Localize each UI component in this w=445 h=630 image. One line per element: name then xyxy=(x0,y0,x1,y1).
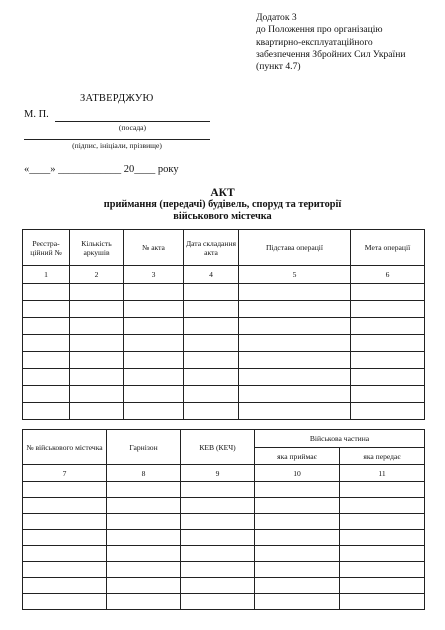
blank-table-cell xyxy=(124,335,184,352)
blank-table-row xyxy=(23,578,425,594)
header-registration-no: Реєстра-ційний № xyxy=(23,230,70,266)
blank-table-cell xyxy=(340,530,425,546)
blank-table-cell xyxy=(70,318,124,335)
addendum-line: квартирно-експлуатаційного xyxy=(256,36,373,48)
blank-table-cell xyxy=(184,403,239,420)
addendum-line: Додаток 3 xyxy=(256,12,297,23)
blank-table-row xyxy=(23,498,425,514)
blank-table-cell xyxy=(23,318,70,335)
column-number: 4 xyxy=(184,266,239,284)
blank-table-row xyxy=(23,403,425,420)
blank-table-cell xyxy=(351,301,425,318)
blank-table-cell xyxy=(124,352,184,369)
blank-table-cell xyxy=(23,301,70,318)
header-act-date: Дата складання акта xyxy=(184,230,239,266)
blank-table-row xyxy=(23,594,425,610)
header-operation-purpose: Мета операції xyxy=(351,230,425,266)
header-military-unit: Військова частина xyxy=(255,430,425,448)
blank-table-row xyxy=(23,546,425,562)
blank-table-cell xyxy=(23,530,107,546)
blank-table-cell xyxy=(184,301,239,318)
blank-table-cell xyxy=(23,369,70,386)
blank-table-cell xyxy=(184,386,239,403)
position-line xyxy=(55,121,210,122)
blank-table-cell xyxy=(23,498,107,514)
blank-table-cell xyxy=(181,546,255,562)
blank-table-cell xyxy=(255,546,340,562)
blank-table-cell xyxy=(107,498,181,514)
blank-table-cell xyxy=(70,386,124,403)
blank-table-cell xyxy=(351,369,425,386)
blank-table-row xyxy=(23,514,425,530)
blank-table-cell xyxy=(255,578,340,594)
blank-table-cell xyxy=(124,318,184,335)
column-number: 11 xyxy=(340,465,425,482)
blank-table-cell xyxy=(181,514,255,530)
blank-table-cell xyxy=(23,594,107,610)
act-table-2 xyxy=(22,429,425,610)
header-garrison: Гарнізон xyxy=(107,430,181,465)
blank-table-cell xyxy=(70,369,124,386)
addendum-line: до Положення про організацію xyxy=(256,24,383,36)
header-camp-no: № військового містечка xyxy=(23,430,107,465)
table-header-row xyxy=(23,430,425,448)
column-number: 6 xyxy=(351,266,425,284)
blank-table-cell xyxy=(255,530,340,546)
blank-table-cell xyxy=(23,386,70,403)
blank-table-cell xyxy=(107,562,181,578)
blank-table-cell xyxy=(181,578,255,594)
blank-table-cell xyxy=(239,284,351,301)
blank-table-cell xyxy=(340,482,425,498)
blank-table-cell xyxy=(351,284,425,301)
blank-table-cell xyxy=(23,514,107,530)
blank-table-cell xyxy=(124,284,184,301)
blank-table-row xyxy=(23,318,425,335)
column-number: 9 xyxy=(181,465,255,482)
header-unit-receives: яка приймає xyxy=(255,448,340,465)
blank-table-row xyxy=(23,352,425,369)
blank-table-cell xyxy=(23,403,70,420)
blank-table-cell xyxy=(184,335,239,352)
blank-table-cell xyxy=(255,514,340,530)
blank-table-cell xyxy=(239,335,351,352)
header-operation-basis: Підстава операції xyxy=(239,230,351,266)
blank-table-row xyxy=(23,369,425,386)
blank-table-cell xyxy=(351,318,425,335)
blank-table-cell xyxy=(340,562,425,578)
blank-table-row xyxy=(23,562,425,578)
blank-table-cell xyxy=(184,369,239,386)
blank-table-cell xyxy=(340,578,425,594)
column-number-row xyxy=(23,465,425,482)
header-kev: КЕВ (КЕЧ) xyxy=(181,430,255,465)
blank-table-cell xyxy=(255,562,340,578)
blank-table-cell xyxy=(184,284,239,301)
blank-table-row xyxy=(23,335,425,352)
act-subtitle: приймання (передачі) будівель, споруд та території xyxy=(103,199,342,210)
blank-table-cell xyxy=(340,594,425,610)
blank-table-cell xyxy=(239,352,351,369)
blank-table-cell xyxy=(351,352,425,369)
blank-table-cell xyxy=(181,594,255,610)
act-table-1 xyxy=(22,229,425,420)
column-number: 10 xyxy=(255,465,340,482)
blank-table-cell xyxy=(23,335,70,352)
blank-table-cell xyxy=(255,594,340,610)
blank-table-cell xyxy=(340,514,425,530)
blank-table-cell xyxy=(181,482,255,498)
blank-table-cell xyxy=(124,301,184,318)
table-header-row xyxy=(23,230,425,266)
blank-table-cell xyxy=(70,301,124,318)
blank-table-cell xyxy=(239,403,351,420)
blank-table-cell xyxy=(184,352,239,369)
column-number: 7 xyxy=(23,465,107,482)
position-caption: (посада) xyxy=(118,123,147,132)
blank-table-cell xyxy=(351,403,425,420)
blank-table-cell xyxy=(181,562,255,578)
blank-table-cell xyxy=(107,514,181,530)
approval-heading: ЗАТВЕРДЖУЮ xyxy=(80,93,154,104)
blank-table-cell xyxy=(107,530,181,546)
blank-table-cell xyxy=(23,546,107,562)
blank-table-cell xyxy=(70,403,124,420)
blank-table-row xyxy=(23,284,425,301)
blank-table-cell xyxy=(239,301,351,318)
blank-table-cell xyxy=(23,562,107,578)
blank-table-cell xyxy=(351,335,425,352)
blank-table-cell xyxy=(107,546,181,562)
blank-table-cell xyxy=(239,386,351,403)
blank-table-cell xyxy=(239,318,351,335)
blank-table-row xyxy=(23,386,425,403)
blank-table-cell xyxy=(23,482,107,498)
blank-table-cell xyxy=(23,578,107,594)
blank-table-cell xyxy=(124,403,184,420)
signature-caption: (підпис, ініціали, прізвище) xyxy=(72,141,162,150)
blank-table-cell xyxy=(124,369,184,386)
blank-table-cell xyxy=(181,530,255,546)
blank-table-row xyxy=(23,530,425,546)
blank-table-cell xyxy=(107,578,181,594)
blank-table-cell xyxy=(124,386,184,403)
column-number-row xyxy=(23,266,425,284)
column-number: 2 xyxy=(70,266,124,284)
column-number: 5 xyxy=(239,266,351,284)
act-title: АКТ xyxy=(210,187,235,199)
addendum-block xyxy=(256,12,441,73)
column-number: 3 xyxy=(124,266,184,284)
blank-table-cell xyxy=(107,594,181,610)
blank-table-cell xyxy=(23,284,70,301)
date-line: «____» ____________ 20____ року xyxy=(24,164,179,175)
blank-table-cell xyxy=(107,482,181,498)
blank-table-cell xyxy=(23,352,70,369)
blank-table-cell xyxy=(255,482,340,498)
header-sheet-count: Кількість аркушів xyxy=(70,230,124,266)
blank-table-cell xyxy=(340,498,425,514)
blank-table-cell xyxy=(70,335,124,352)
act-subtitle-2: військового містечка xyxy=(173,211,272,222)
blank-table-row xyxy=(23,301,425,318)
blank-table-cell xyxy=(351,386,425,403)
blank-table-cell xyxy=(239,369,351,386)
addendum-line: забезпечення Збройних Сил України xyxy=(256,48,406,60)
blank-table-cell xyxy=(184,318,239,335)
blank-table-cell xyxy=(70,284,124,301)
column-number: 8 xyxy=(107,465,181,482)
blank-table-cell xyxy=(255,498,340,514)
header-unit-transfers: яка передає xyxy=(340,448,425,465)
signature-line xyxy=(24,139,210,140)
header-act-no: № акта xyxy=(124,230,184,266)
blank-table-cell xyxy=(70,352,124,369)
column-number: 1 xyxy=(23,266,70,284)
blank-table-row xyxy=(23,482,425,498)
blank-table-cell xyxy=(181,498,255,514)
stamp-label: М. П. xyxy=(24,109,49,120)
blank-table-cell xyxy=(340,546,425,562)
addendum-line: (пункт 4.7) xyxy=(256,61,301,73)
